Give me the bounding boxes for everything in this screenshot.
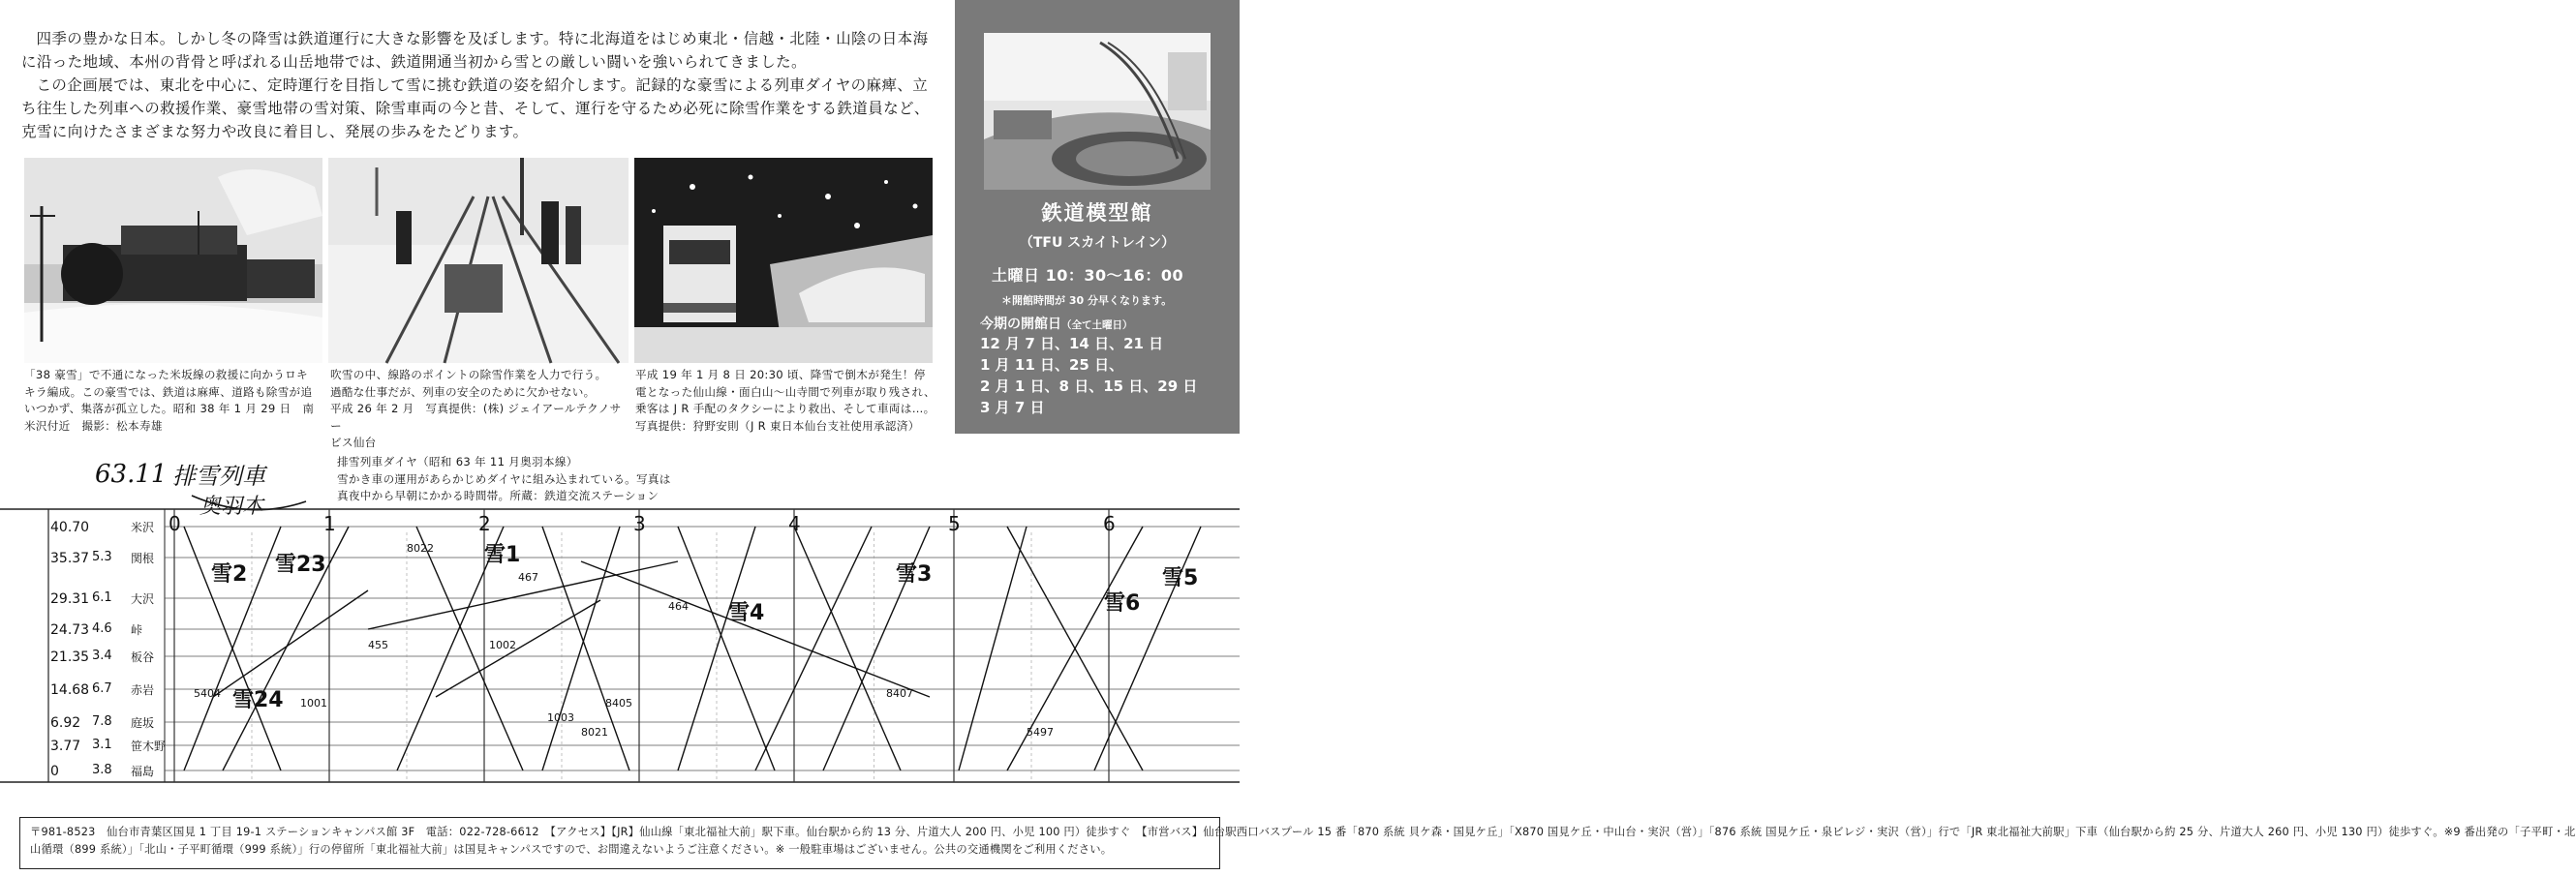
train-label: 雪4	[728, 601, 765, 625]
train-path	[436, 600, 600, 697]
station-distance: 6.1	[92, 590, 112, 605]
station-name: 峠	[131, 623, 143, 637]
handwrite-title: 排雪列車	[172, 463, 265, 490]
station-distance: 6.7	[92, 681, 112, 696]
hour-label: 6	[1103, 512, 1116, 535]
sidebar-model-railway	[955, 0, 1240, 434]
sidebar-hours: 土曜日 10：30〜16：00	[992, 266, 1184, 285]
intro-paragraph-2: この企画展では、東北を中心に、定時運行を目指して雪に挑む鉄道の姿を紹介します。記録的な豪雪による列車ダイヤの麻痺、立ち往生した列車への救援作業、豪雪地帯の雪対策、除雪車両の今と昔、そして、運行を守るため必死に除雪作業をする鉄道員など、克雪に向けたさまざまな努力や改良に着目し、発展の歩みをたどります。	[21, 76, 930, 140]
station-name: 笹木野	[131, 740, 167, 753]
train-path	[1094, 527, 1201, 770]
footer-line: 〒981-8523 仙台市青葉区国見 1 丁目 19-1 ステーションキャンパス館 3F 電話：022-728-6612 【アクセス】【JR】仙山線「東北福祉大前」駅下車。仙台駅から約 13 分、片道大人 200 円、小児 100 円）徒歩すぐ 【市営バス】仙台駅西口バスプール 15 番「870 系統 貝ケ森・国見ケ丘」「X870 国見ケ丘・中山台・実沢（営）」「876 系統 国見ケ丘・泉ビレジ・実沢（営）」行で「JR 東北福祉大前駅」下車（仙台駅から約 25 分、片道大人 260 円、小児 130 円）徒歩すぐ。※9 番出発の「子平町・北	[30, 826, 2576, 838]
station-distance: 5.3	[92, 550, 112, 564]
open-date-line: 2 月 1 日、8 日、15 日、29 日	[980, 378, 1198, 395]
diagram-caption	[337, 454, 671, 505]
station-name: 関根	[131, 552, 155, 565]
train-label: 雪2	[211, 562, 248, 587]
train-label: 8407	[886, 687, 913, 700]
diagram-caption-line: 真夜中から早朝にかかる時間帯。所蔵：鉄道交流ステーション	[337, 489, 659, 502]
caption-line: キラ編成。この豪雪では、鉄道は麻痺、道路も除雪が追	[24, 384, 313, 399]
diagram-caption-line: 排雪列車ダイヤ（昭和 63 年 11 月奥羽本線）	[337, 455, 578, 468]
sidebar-open-days-label	[980, 314, 1133, 333]
station-name: 福島	[131, 765, 155, 778]
station-name: 庭坂	[131, 716, 155, 730]
hour-label: 1	[323, 512, 336, 535]
station-distance: 3.8	[92, 763, 112, 777]
footer-access-info	[19, 817, 2576, 869]
station-km: 35.37	[50, 551, 90, 566]
train-label: 1001	[300, 697, 327, 710]
caption-line: ビス仙台	[330, 436, 377, 449]
sidebar-open-dates	[980, 333, 1197, 418]
train-label: 雪24	[232, 688, 284, 712]
open-date-line: 12 月 7 日、14 日、21 日	[980, 335, 1164, 352]
station-distance: 3.4	[92, 649, 112, 663]
train-path	[959, 527, 1027, 770]
hour-label: 2	[478, 512, 491, 535]
sidebar-subtitle: （TFU スカイトレイン）	[1019, 235, 1176, 251]
station-km: 40.70	[50, 520, 90, 535]
caption-line: 「38 豪雪」で不通になった米坂線の救援に向かうロキ	[24, 368, 308, 381]
open-note: （全て土曜日）	[1061, 319, 1133, 331]
caption-night-rescue	[635, 367, 943, 435]
sidebar-note: ＊開館時間が 30 分早くなります。	[1001, 294, 1173, 307]
train-label: 5404	[194, 687, 221, 700]
open-label: 今期の開館日	[980, 317, 1061, 332]
caption-line: 米沢付近 撮影：松本寿雄	[24, 418, 163, 433]
open-date-line: 1 月 11 日、25 日、	[980, 356, 1124, 374]
sidebar-title: 鉄道模型館	[1041, 201, 1153, 225]
train-label: 467	[518, 571, 538, 584]
station-name: 板谷	[131, 650, 155, 664]
snow-train-diagram	[0, 503, 1240, 794]
train-label: 455	[368, 639, 388, 651]
train-label: 雪23	[275, 553, 326, 577]
handwrite-date: 63.11	[95, 460, 168, 489]
station-distance: 4.6	[92, 621, 112, 636]
train-label: 雪6	[1104, 591, 1141, 616]
station-km: 14.68	[50, 682, 90, 698]
caption-line: 平成 19 年 1 月 8 日 20:30 頃、降雪で倒木が発生！停	[635, 368, 926, 381]
intro-paragraph-1: 四季の豊かな日本。しかし冬の降雪は鉄道運行に大きな影響を及ぼします。特に北海道をはじめ東北・信越・北陸・山陰の日本海に沿った地域、本州の背骨と呼ばれる山岳地帯では、鉄道開通当初から雪との厳しい闘いを強いられてきました。	[21, 30, 929, 71]
photo-switch-clearing	[328, 158, 629, 363]
train-label: 雪3	[896, 562, 933, 587]
diagram-graph	[0, 503, 1240, 794]
station-km: 24.73	[50, 622, 90, 638]
caption-line: 平成 26 年 2 月 写真提供：(株) ジェイアールテクノサー	[330, 402, 622, 433]
station-name: 大沢	[131, 592, 155, 606]
station-distance: 3.1	[92, 738, 112, 752]
train-path	[213, 590, 368, 697]
hour-label: 0	[169, 512, 181, 535]
footer-line: 山循環（899 系統）」「北山・子平町循環（999 系統）」行の停留所「東北福祉大前」は国見キャンパスですので、お間違えないようご注意ください。※ 一般駐車場はございません。公共の交通機関をご利用ください。	[30, 842, 1113, 856]
train-label: 8022	[407, 542, 434, 555]
train-label: 8405	[605, 697, 632, 710]
caption-line: 吹雪の中、線路のポイントの除雪作業を人力で行う。	[330, 368, 607, 381]
train-path	[794, 527, 901, 770]
photo-night-rescue	[634, 158, 933, 363]
train-path	[755, 527, 872, 770]
caption-line: いつかず、集落が孤立した。昭和 38 年 1 月 29 日 南	[24, 402, 315, 415]
handwrite-line: 奥羽本	[199, 495, 264, 519]
diagram-caption-line: 雪かき車の運用があらかじめダイヤに組み込まれている。写真は	[337, 471, 671, 486]
station-km: 0	[50, 764, 59, 779]
station-name: 米沢	[131, 521, 155, 534]
station-km: 6.92	[50, 715, 81, 731]
station-km: 29.31	[50, 591, 90, 607]
hour-label: 3	[633, 512, 646, 535]
station-name: 赤岩	[131, 683, 155, 697]
train-label: 1002	[489, 639, 516, 651]
train-label: 雪5	[1162, 566, 1199, 590]
caption-line: 乗客は J R 手配のタクシーにより救出、そして車両は…。	[635, 402, 935, 415]
train-path	[678, 527, 775, 770]
train-label: 464	[668, 600, 689, 613]
open-date-line: 3 月 7 日	[980, 399, 1045, 416]
caption-line: 過酷な仕事だが、列車の安全のために欠かせない。	[330, 384, 596, 399]
caption-line: 電となった仙山線・面白山〜山寺間で列車が取り残され、	[635, 384, 935, 399]
station-km: 3.77	[50, 739, 81, 754]
caption-line: 写真提供：狩野安則（J R 東日本仙台支社使用承認済）	[635, 418, 920, 433]
intro-text	[21, 27, 941, 143]
train-label: 雪1	[484, 543, 521, 567]
train-label: 1003	[547, 711, 574, 724]
station-km: 21.35	[50, 649, 90, 665]
photo-model-railway	[984, 33, 1211, 190]
train-label: 5497	[1027, 726, 1054, 739]
caption-switch-clearing	[330, 367, 632, 452]
station-distance: 7.8	[92, 714, 112, 729]
photo-snowplow-train	[24, 158, 322, 363]
caption-snowplow	[24, 367, 326, 435]
train-label: 8021	[581, 726, 608, 739]
hour-label: 4	[788, 512, 801, 535]
hour-label: 5	[948, 512, 961, 535]
